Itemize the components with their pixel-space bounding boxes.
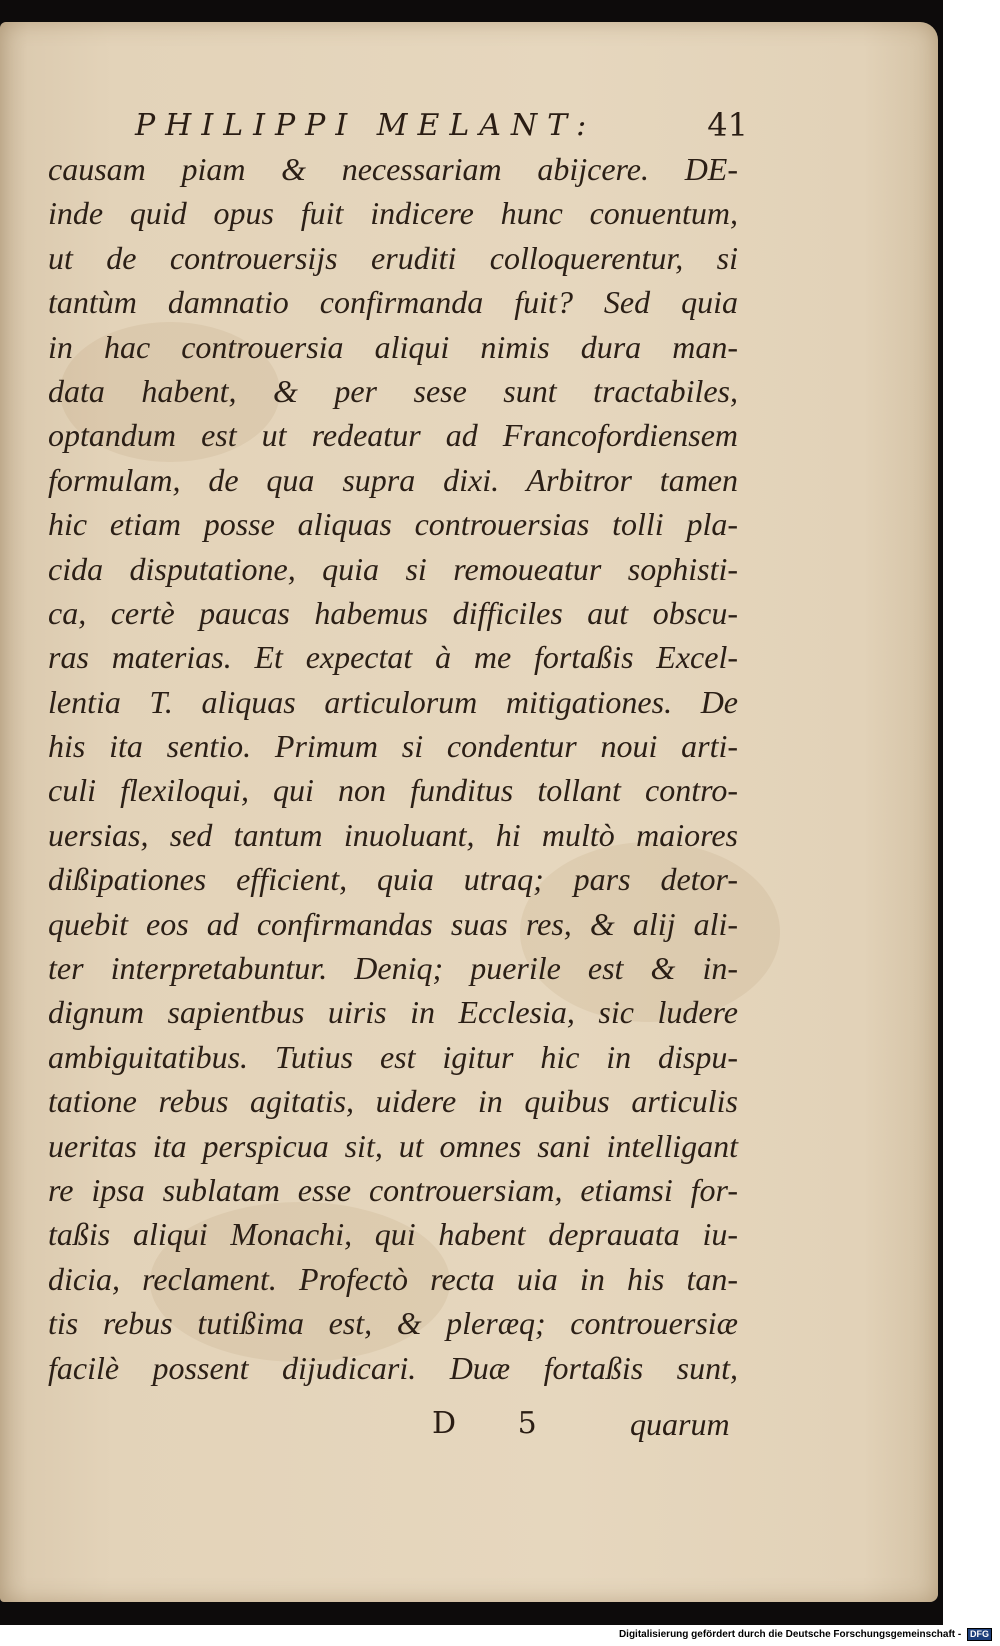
text-line: formulam, de qua supra dixi. Arbitror tamen [48, 461, 738, 498]
text-line: cida disputatione, quia si remoueatur sophisti- [48, 550, 738, 587]
book-page [0, 22, 938, 1602]
text-line: ut de controuersijs eruditi colloquerentur, si [48, 239, 738, 276]
dfg-logo: DFG [967, 1628, 992, 1641]
text-line: culi flexiloqui, qui non funditus tollant contro- [48, 772, 738, 809]
text-line: ras materias. Et expectat à me fortaßis Excel- [48, 639, 738, 676]
text-line: optandum est ut redeatur ad Francofordiensem [48, 417, 738, 454]
text-line: causam piam & necessariam abijcere. DE- [48, 151, 738, 187]
text-line: taßis aliqui Monachi, qui habent deprauata iu- [48, 1216, 738, 1253]
running-title: PHILIPPI MELANT: [135, 108, 597, 143]
text-line: hic etiam posse aliquas controuersias tolli pla- [48, 506, 738, 543]
text-line: tantùm damnatio confirmanda fuit? Sed quia [48, 284, 738, 321]
text-line: ueritas ita perspicua sit, ut omnes sani intelligant [48, 1127, 738, 1164]
body-text [48, 147, 738, 1390]
text-line: ca, certè paucas habemus difficiles aut obscu- [48, 594, 738, 631]
text-line: tatione rebus agitatis, uidere in quibus articulis [48, 1083, 738, 1120]
text-line: ter interpretabuntur. Deniq; puerile est & in- [48, 950, 738, 987]
signature-mark: D 5 [432, 1406, 563, 1441]
text-line: lentia T. aliquas articulorum mitigationes. De [48, 683, 738, 720]
text-line: tis rebus tutißima est, & pleræq; controuersiæ [48, 1305, 738, 1342]
text-line: in hac controuersia aliqui nimis dura man- [48, 328, 738, 365]
text-line: ambiguitatibus. Tutius est igitur hic in dispu- [48, 1038, 738, 1075]
page-footer [0, 1404, 760, 1454]
page-number: 41 [707, 106, 748, 144]
text-line: dicia, reclament. Profectò recta uia in his tan- [48, 1260, 738, 1297]
text-line: inde quid opus fuit indicere hunc conuentum, [48, 195, 738, 232]
text-line: dignum sapientbus uiris in Ecclesia, sic ludere [48, 994, 738, 1031]
funding-credit [619, 1628, 992, 1641]
text-line: his ita sentio. Primum si condentur noui arti- [48, 728, 738, 765]
text-line: dißipationes efficient, quia utraq; pars detor- [48, 861, 738, 898]
text-line: re ipsa sublatam esse controuersiam, etiamsi for- [48, 1171, 738, 1208]
text-line: uersias, sed tantum inuoluant, hi multò maiores [48, 816, 738, 853]
text-line: quebit eos ad confirmandas suas res, & alij ali- [48, 905, 738, 942]
text-line: data habent, & per sese sunt tractabiles, [48, 372, 738, 409]
catchword: quarum [630, 1406, 730, 1442]
page-header [135, 102, 748, 152]
text-line: facilè possent dijudicari. Duæ fortaßis sunt, [48, 1349, 738, 1386]
credit-text: Digitalisierung gefördert durch die Deutsche Forschungsgemeinschaft - [618, 1629, 962, 1640]
